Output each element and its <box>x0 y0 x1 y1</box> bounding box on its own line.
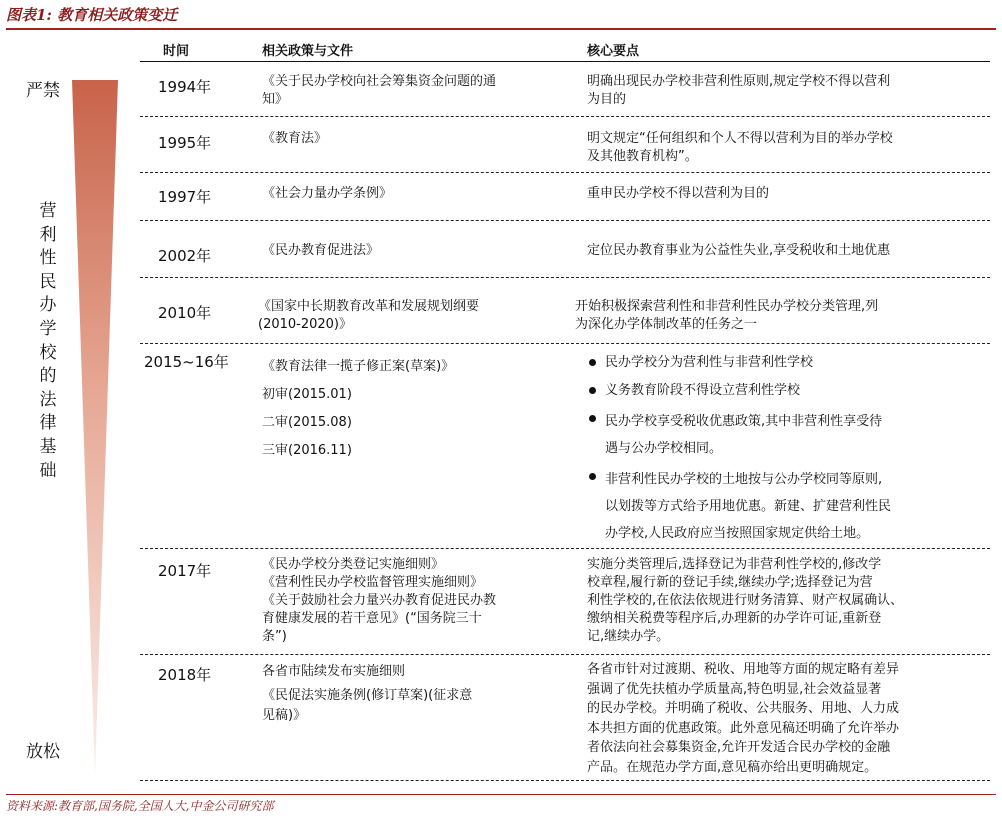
doc-line: 《民促法实施条例(修订草案)(征求意 <box>262 688 473 703</box>
bullet-line: 遇与公办学校相同。 <box>605 441 723 456</box>
bullet-line: 民办学校分为营利性与非营利性学校 <box>605 355 814 370</box>
core-line: 为深化办学体制改革的任务之一 <box>575 317 758 332</box>
row-divider <box>140 548 990 549</box>
core-line: 强调了优先扶植办学质量高,特色明显,社会效益显著 <box>587 681 882 697</box>
header-docs: 相关政策与文件 <box>262 44 354 59</box>
row-divider <box>140 172 990 173</box>
row-year: 2002年 <box>158 247 212 265</box>
caption-char: 学 <box>39 318 57 339</box>
bullet-dot-icon <box>589 415 596 422</box>
doc-line: 《社会力量办学条例》 <box>262 186 393 201</box>
scale-caption <box>37 200 59 483</box>
doc-line: 《关于鼓励社会力量兴办教育促进民办教 <box>262 593 497 608</box>
row-core <box>587 242 972 260</box>
row-core <box>587 556 972 646</box>
doc-line: 《民办学校分类登记实施细则》 <box>262 557 445 572</box>
figure-title: 图表1: 教育相关政策变迁 <box>6 6 178 24</box>
caption-char: 校 <box>39 342 57 363</box>
header-core: 核心要点 <box>587 44 640 59</box>
row-divider <box>140 277 990 278</box>
bullet-dot-icon <box>589 359 596 366</box>
row-core <box>587 130 972 166</box>
doc-line: 条”) <box>262 629 287 644</box>
doc-line: 《关于民办学校向社会筹集资金问题的通 <box>262 74 497 89</box>
core-line: 重申民办学校不得以营利为目的 <box>587 186 770 201</box>
doc-line: (2010-2020)》 <box>258 317 353 332</box>
core-line: 实施分类管理后,选择登记为非营利性学校的,修改学 <box>587 557 882 572</box>
regulation-gradient-wedge <box>0 0 140 794</box>
caption-char: 营 <box>39 201 57 221</box>
row-divider <box>140 343 990 344</box>
row-divider <box>140 220 990 221</box>
row-divider <box>140 780 990 781</box>
bullet-line: 办学校,人民政府应当按照国家规定供给土地。 <box>605 526 870 541</box>
core-line: 为目的 <box>587 92 627 107</box>
caption-char: 的 <box>39 366 57 387</box>
doc-line: 二审(2015.08) <box>262 415 352 430</box>
core-line: 利性学校的,在依法依规进行财务清算、财产权属确认、 <box>587 593 904 608</box>
header-rule <box>140 61 990 62</box>
doc-line: 初审(2015.01) <box>262 387 352 402</box>
caption-char: 础 <box>39 460 57 481</box>
core-line: 明确出现民办学校非营利性原则,规定学校不得以营利 <box>587 74 891 89</box>
bullet-dot-icon <box>589 473 596 480</box>
doc-line: 知》 <box>262 92 289 107</box>
doc-line: 见稿)》 <box>262 708 307 723</box>
bullet-list <box>587 352 977 547</box>
row-docs <box>262 130 562 148</box>
caption-char: 性 <box>39 248 57 269</box>
core-line: 记,继续办学。 <box>587 629 670 644</box>
row-docs <box>262 242 562 260</box>
core-line: 定位民办教育事业为公益性失业,享受税收和土地优惠 <box>587 243 891 258</box>
doc-line: 《教育法》 <box>262 131 328 146</box>
row-docs <box>262 556 562 646</box>
core-line: 及其他教育机构”。 <box>587 149 698 164</box>
row-year: 2010年 <box>158 304 212 322</box>
row-year: 2018年 <box>158 666 212 684</box>
caption-char: 律 <box>39 413 57 434</box>
bullet-item <box>587 380 977 402</box>
bullet-item <box>587 466 977 547</box>
doc-line: 三审(2016.11) <box>262 443 352 458</box>
row-docs <box>258 298 558 334</box>
core-line: 本共担方面的优惠政策。此外意见稿还明确了允许举办 <box>587 720 900 736</box>
core-line: 者依法向社会募集资金,允许开发适合民办学校的金融 <box>587 740 891 755</box>
row-core <box>587 185 972 203</box>
core-line: 校章程,履行新的登记手续,继续办学;选择登记为营 <box>587 575 873 590</box>
title-rule <box>6 28 996 30</box>
doc-line: 《营利性民办学校监督管理实施细则》 <box>262 575 484 590</box>
bullet-line: 义务教育阶段不得设立营利性学校 <box>605 383 801 398</box>
row-core <box>587 73 972 109</box>
row-docs <box>262 185 562 203</box>
bullet-line: 非营利性民办学校的土地按与公办学校同等原则, <box>605 472 883 487</box>
caption-char: 法 <box>39 389 57 410</box>
bullet-dot-icon <box>589 387 596 394</box>
doc-line: 《教育法律一揽子修正案(草案)》 <box>262 359 455 374</box>
core-line: 各省市针对过渡期、税收、用地等方面的规定略有差异 <box>587 662 900 677</box>
row-core <box>587 660 972 777</box>
bullet-item <box>587 352 977 374</box>
caption-char: 基 <box>39 436 57 457</box>
core-line: 缴纳相关税费等程序后,办理新的办学许可证,重新登 <box>587 611 882 626</box>
row-divider <box>140 654 990 655</box>
core-line: 开始积极探索营利性和非营利性民办学校分类管理,列 <box>575 299 879 314</box>
bullet-item <box>587 408 977 462</box>
scale-bottom-label: 放松 <box>26 742 60 762</box>
caption-char: 民 <box>39 271 57 292</box>
header-time: 时间 <box>163 44 190 59</box>
core-line: 的民办学校。并明确了税收、公共服务、用地、人力成 <box>587 701 900 716</box>
bullet-line: 民办学校享受税收优惠政策,其中非营利性享受待 <box>605 414 883 429</box>
core-line: 明文规定“任何组织和个人不得以营利为目的举办学校 <box>587 131 893 146</box>
scale-top-label: 严禁 <box>26 81 60 101</box>
caption-char: 办 <box>39 295 57 316</box>
doc-line: 育健康发展的若干意见》(“国务院三十 <box>262 611 482 626</box>
doc-line: 《国家中长期教育改革和发展规划纲要 <box>258 299 480 314</box>
row-docs <box>262 73 562 109</box>
footer-rule <box>6 794 996 795</box>
row-year: 1997年 <box>158 188 212 206</box>
row-year: 1995年 <box>158 134 212 152</box>
bullet-line: 以划拨等方式给予用地优惠。新建、扩建营利性民 <box>605 499 892 514</box>
doc-line: 《民办教育促进法》 <box>262 243 380 258</box>
row-docs <box>262 353 562 465</box>
doc-line: 各省市陆续发布实施细则 <box>262 664 406 679</box>
row-year: 2015~16年 <box>144 353 229 371</box>
row-core <box>575 298 975 334</box>
row-docs <box>262 662 562 726</box>
core-line: 产品。在规范办学方面,意见稿亦给出更明确规定。 <box>587 759 878 775</box>
source-note: 资料来源:教育部,国务院,全国人大,中金公司研究部 <box>6 799 274 813</box>
caption-char: 利 <box>39 224 57 245</box>
row-year: 2017年 <box>158 562 212 580</box>
row-year: 1994年 <box>158 78 212 96</box>
row-divider <box>140 116 990 117</box>
